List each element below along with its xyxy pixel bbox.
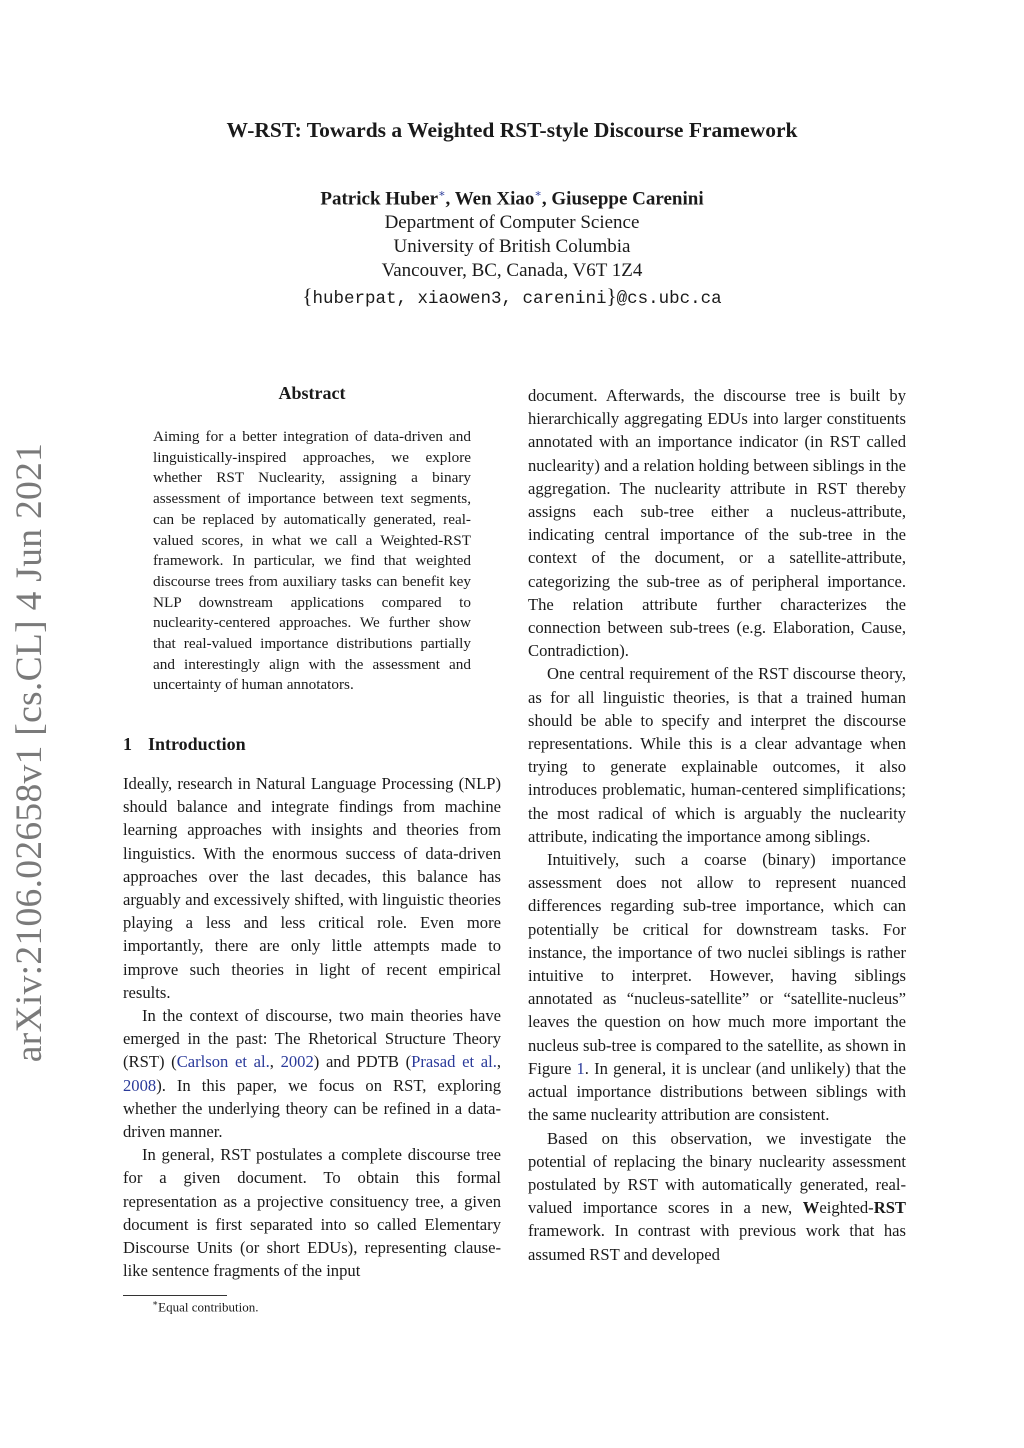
email-close-brace: } <box>606 284 617 308</box>
equal-contribution-mark: ∗ <box>534 188 542 200</box>
email-domain: @cs.ubc.ca <box>616 289 722 309</box>
footnote-mark: ∗ <box>152 1298 159 1308</box>
left-column <box>123 772 501 1282</box>
author-name: Wen Xiao <box>454 188 535 210</box>
author-list <box>0 187 1024 210</box>
paragraph-text: eighted- <box>819 1198 874 1218</box>
footnote <box>152 1298 259 1315</box>
citation-prasad-author[interactable]: Prasad et al. <box>411 1052 497 1072</box>
citation-prasad-year[interactable]: 2008 <box>123 1075 157 1095</box>
paragraph-text: ) and PDTB ( <box>313 1052 412 1072</box>
author-name: Giuseppe Carenini <box>551 188 704 210</box>
paragraph-text: Based on this observation, we investigate the potential of replacing the binary nuclearity assessment postulated by RST with automatically generated, real-valued importance scores in a new, <box>528 1128 906 1218</box>
intro-paragraph-7 <box>528 1127 906 1266</box>
email-users: huberpat, xiaowen3, carenini <box>312 289 607 309</box>
arxiv-stamp: arXiv:2106.02658v1 [cs.CL] 4 Jun 2021 <box>9 442 51 1062</box>
citation-separator: , <box>269 1052 281 1072</box>
intro-paragraph-3: In general, RST postulates a complete discourse tree for a given document. To obtain this formal representation as a projective consituency tree, a given document is first separated into so called Elementary Discourse Units (or short EDUs), representing clause-like sentence fragments of the input <box>123 1145 501 1281</box>
right-column <box>528 384 906 1266</box>
equal-contribution-mark: ∗ <box>438 188 446 200</box>
affiliation-address: Vancouver, BC, Canada, V6T 1Z4 <box>381 260 643 281</box>
citation-carlson-year[interactable]: 2002 <box>280 1052 314 1072</box>
intro-paragraph-2 <box>123 1004 501 1143</box>
section-title: Introduction <box>148 734 246 754</box>
intro-paragraph-6 <box>528 848 906 1126</box>
citation-separator: , <box>496 1052 501 1072</box>
intro-paragraph-4: document. Afterwards, the discourse tree is built by hierarchically aggregating EDUs into larger constituents annotated with an importance indicator (in RST called nuclearity) and a relation holding between siblings in the aggregation. The nuclearity attribute in RST thereby assigns each sub-tree either a nucleus-attribute, indicating central importance of the sub-tree in the context of the document, or a satellite-attribute, categorizing the sub-tree as of peripheral importance. The relation attribute further characterizes the connection between sub-trees (e.g. Elaboration, Cause, Contradiction). <box>528 386 906 661</box>
paragraph-text: framework. In contrast with previous work that has assumed RST and developed <box>528 1221 906 1264</box>
citation-carlson-author[interactable]: Carlson et al. <box>176 1052 270 1072</box>
intro-paragraph-5: One central requirement of the RST discourse theory, as for all linguistic theories, is that a trained human should be able to specify and interpret the discourse representations. While this is a clear advantage when trying to generate explainable outcomes, it also introduces problematic, human-centered simplifications; the most radical of which is arguably the nuclearity attribute, indicating the importance among siblings. <box>528 664 906 846</box>
footnote-rule <box>123 1295 227 1296</box>
author-name: Patrick Huber <box>320 188 439 210</box>
footnote-text: Equal contribution. <box>158 1299 259 1315</box>
section-number: 1 <box>123 734 132 754</box>
paragraph-text: . In general, it is unclear (and unlikely) that the actual importance distributions between siblings with the same nuclearity attribution are consistent. <box>528 1058 906 1125</box>
abstract-text: Aiming for a better integration of data-driven and linguistically-inspired approaches, we explore whether RST Nuclearity, assigning a binary assessment of importance between text segments, can be replaced by automatically generated, real-valued scores, in what we call a Weighted-RST framework. In particular, we find that weighted discourse trees from auxiliary tasks can benefit key NLP downstream applications compared to nuclearity-centered approaches. We further show that real-valued importance distributions partially and interestingly align with the assessment and uncertainty of human annotators. <box>153 428 471 694</box>
email-open-brace: { <box>302 284 313 308</box>
paragraph-text: Intuitively, such a coarse (binary) importance assessment does not allow to represent nuanced differences regarding sub-tree importance, which can potentially be critical for downstream tasks. For instance, the importance of two nuclei siblings is rather intuitive to interpret. However, having siblings annotated as “nucleus-satellite” or “satellite-nucleus” leaves the question on how much more important the nucleus sub-tree is compared to the satellite, as shown in Figure <box>528 850 906 1078</box>
arxiv-stamp-container <box>4 442 56 1062</box>
paragraph-text: ). In this paper, we focus on RST, exploring whether the underlying theory can be refined in a data-driven manner. <box>123 1075 501 1142</box>
intro-paragraph-1: Ideally, research in Natural Language Processing (NLP) should balance and integrate findings from machine learning approaches with insights and theories from linguistics. With the enormous success of data-driven approaches over the last decades, this balance has arguably and excessively shifted, with linguistic theories playing a less and less critical role. Even more importantly, there are only little attempts made to improve such theories in light of recent empirical results. <box>123 774 501 1002</box>
paper-title: W-RST: Towards a Weighted RST-style Discourse Framework <box>226 118 798 142</box>
emphasis-w: W <box>802 1198 820 1218</box>
affiliation-department: Department of Computer Science <box>384 212 640 233</box>
abstract-heading: Abstract <box>278 383 346 403</box>
emphasis-rst: RST <box>873 1198 906 1218</box>
author-separator: , <box>445 188 455 210</box>
section-heading <box>123 734 246 755</box>
figure-reference[interactable]: 1 <box>576 1058 585 1078</box>
affiliation-university: University of British Columbia <box>393 236 631 257</box>
author-emails <box>0 284 1024 309</box>
author-separator: , <box>541 188 552 210</box>
paragraph-text: In the context of discourse, two main theories have emerged in the past: The Rhetorical Structure Theory (RST) ( <box>123 1006 501 1072</box>
